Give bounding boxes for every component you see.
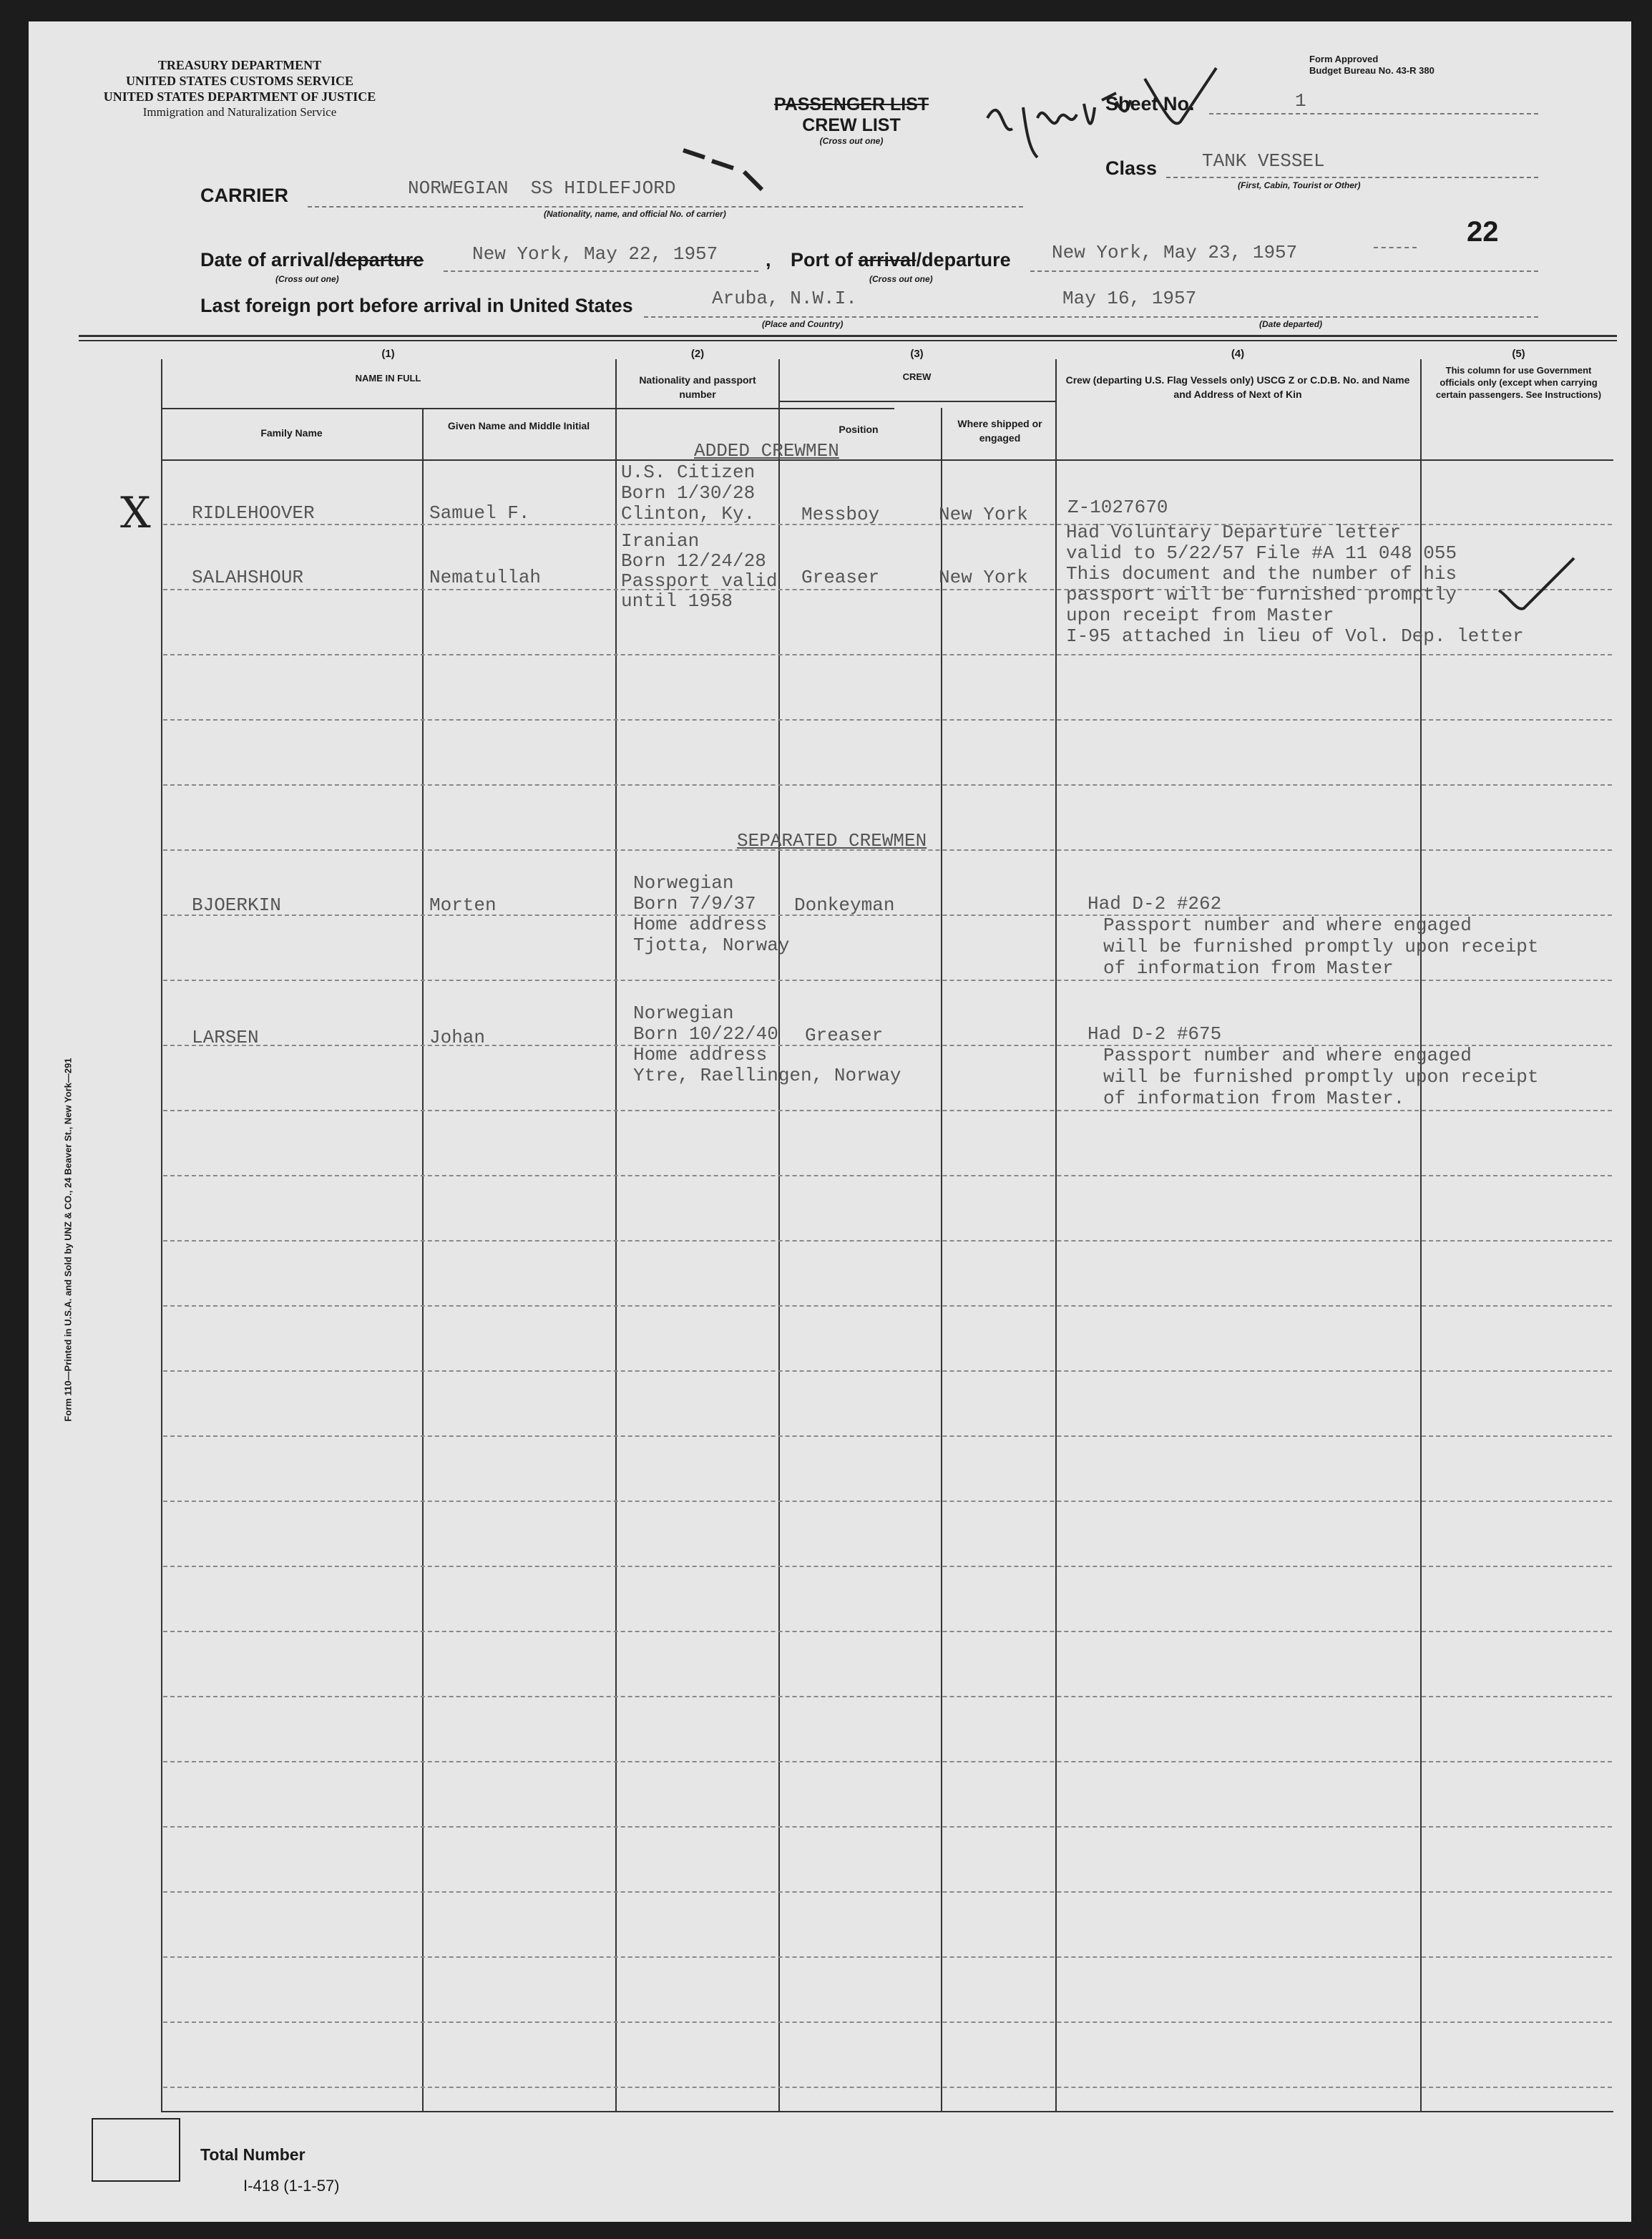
date-departed-note: (Date departed) bbox=[1259, 319, 1323, 329]
check-mark-icon bbox=[1495, 551, 1581, 615]
row3-family: BJOERKIN bbox=[192, 894, 281, 916]
total-number-box[interactable] bbox=[92, 2118, 180, 2182]
row1-nationality: U.S. Citizen Born 1/30/28 Clinton, Ky. bbox=[621, 462, 756, 525]
crew-list-title: CREW LIST bbox=[802, 115, 901, 135]
sheet-label: Sheet No. bbox=[1105, 93, 1195, 114]
col5-header: (5) This column for use Government officials only (except when carrying certain passengers. See Instructions) bbox=[1435, 348, 1602, 400]
row-line bbox=[163, 980, 1612, 981]
col-position: Position bbox=[839, 424, 879, 435]
row-line bbox=[163, 1175, 1612, 1176]
row4-position: Greaser bbox=[805, 1025, 884, 1046]
list-note: (Cross out one) bbox=[819, 136, 884, 146]
page-number: 22 bbox=[1467, 216, 1499, 248]
port-note: (Cross out one) bbox=[869, 274, 933, 284]
date-arrival-value: New York, May 22, 1957 bbox=[472, 243, 718, 265]
class-label: Class bbox=[1105, 157, 1158, 179]
date-arrival-note: (Cross out one) bbox=[275, 274, 339, 284]
row-line bbox=[163, 1761, 1612, 1762]
date-arrival-label: Date of arrival/departure bbox=[200, 249, 424, 270]
carrier-value: NORWEGIAN SS HIDLEFJORD bbox=[408, 177, 676, 199]
form-approved bbox=[1309, 54, 1434, 77]
row-line bbox=[163, 1501, 1612, 1502]
budget-bureau: Budget Bureau No. 43-R 380 bbox=[1309, 65, 1434, 76]
col2-header: (2) Nationality and passport number bbox=[639, 348, 756, 400]
form-number: I-418 (1-1-57) bbox=[243, 2177, 340, 2195]
row4-col4: Had D-2 #675 Passport number and where engaged will be furnished promptly upon receipt of information from Master. bbox=[1088, 1023, 1539, 1109]
total-number-label: Total Number bbox=[200, 2145, 306, 2164]
date-departed-value: May 16, 1957 bbox=[1062, 288, 1197, 309]
passenger-list-crossed: PASSENGER LIST bbox=[773, 94, 929, 114]
agency-line-3: UNITED STATES DEPARTMENT OF JUSTICE bbox=[103, 89, 376, 104]
class-note: (First, Cabin, Tourist or Other) bbox=[1238, 180, 1361, 190]
row2-position: Greaser bbox=[801, 567, 880, 588]
agency-line-4: Immigration and Naturalization Service bbox=[142, 105, 337, 119]
separated-crewmen-heading: SEPARATED CREWMEN bbox=[737, 830, 927, 852]
row1-given: Samuel F. bbox=[429, 502, 530, 524]
col-given-name: Given Name and Middle Initial bbox=[447, 420, 590, 431]
class-value: TANK VESSEL bbox=[1202, 150, 1325, 172]
row4-nationality: Norwegian Born 10/22/40 Home address Ytre, Raellingen, Norway bbox=[633, 1003, 901, 1086]
pen-mark bbox=[676, 136, 776, 193]
sheet-value: 1 bbox=[1295, 90, 1306, 112]
agency-line-2: UNITED STATES CUSTOMS SERVICE bbox=[126, 74, 353, 88]
side-printer-text: Form 110—Printed in U.S.A. and Sold by UNZ & CO., 24 Beaver St., New York—291 bbox=[62, 1058, 74, 1422]
row2-where: New York bbox=[939, 567, 1028, 588]
row1-where: New York bbox=[939, 504, 1028, 525]
col-where-shipped: Where shipped or engaged bbox=[957, 418, 1042, 444]
row3-nationality: Norwegian Born 7/9/37 Home address Tjotta, Norway bbox=[633, 872, 790, 956]
row-line bbox=[163, 1370, 1612, 1372]
x-mark: X bbox=[120, 488, 151, 538]
row1-family: RIDLEHOOVER bbox=[192, 502, 315, 524]
row-line bbox=[163, 1566, 1612, 1567]
port-value: New York, May 23, 1957 bbox=[1052, 242, 1298, 263]
row3-given: Morten bbox=[429, 894, 497, 916]
row2-family: SALAHSHOUR bbox=[192, 567, 304, 588]
row4-family: LARSEN bbox=[192, 1027, 259, 1048]
col-family-name: Family Name bbox=[260, 427, 323, 439]
row-line bbox=[163, 1956, 1612, 1958]
row-line bbox=[163, 1891, 1612, 1893]
agency-line-1: TREASURY DEPARTMENT bbox=[157, 58, 322, 72]
row2-given: Nematullah bbox=[429, 567, 542, 588]
row2-col4: Had Voluntary Departure letter valid to 5/22/57 File #A 11 048 055 This document and the number of his passport will be furnished promptly upon receipt from Master I-95 attached in lieu of Vol. Dep. letter bbox=[1066, 522, 1524, 647]
carrier-label: CARRIER bbox=[200, 185, 289, 206]
form-approved-label: Form Approved bbox=[1309, 54, 1379, 64]
row-line bbox=[163, 1826, 1612, 1828]
row1-position: Messboy bbox=[801, 504, 880, 525]
crew-list-form: TREASURY DEPARTMENT UNITED STATES CUSTOMS SERVICE UNITED STATES DEPARTMENT OF JUSTICE Immigration and Naturalization Service PASSENGER LIST CREW LIST (Cross out one) Form Approved Budget Bureau No. 43-R 380 Sheet No. 1 Class TANK VESSEL (First, Cabin, Tourist or Other) 22 CARRIER NORWEGIAN SS HIDLEFJORD (Nationality, name, and official No. of carrier) Date of arrival/departure New York, May 22, 1957 (Cross out one) , Port of arrival/departure New York, May 23, 1957 (Cross out one) Last foreign port before arrival in United States Aruba, N.W.I. (Place and Country) May 16, 1957 (Date departed) (1) NAME IN FULL Family Name Given Name and Middle Initial (2) Nationality and passport number (3) CREW Position Where shipped or engaged (4) Crew (departing U.S. Flag Vessels only) USCG Z or C.D.B. No. and Name and Address of Next of Kin (5) This column for use Government officials only (except when carrying certain passengers. See Instructions) ADDED CREWMEN SEPARATED CREWMEN RIDLEHOOVER Samuel F. U.S. Citizen Born 1/30/28 Clinton, Ky. Messboy New York Z-1027670 SALAHSHOUR Nematullah Iranian Born 12/24/28 Passport valid until 1958 Greaser New York Had Voluntary Departure letter valid to 5/22/57 File #A 11 048 055 This document and the number of his passport will be furnished promptly upon receipt from Master I-95 attached in lieu of Vol. Dep. letter BJOERKIN Morten Norwegian Born 7/9/37 Home address Tjotta, Norway Donkeyman Had D-2 #262 Passport number and where engaged will be furnished promptly upon receipt of information from Master LARSEN Johan Norwegian Born 10/22/40 Home address Ytre, Raellingen, Norway Greaser Had D-2 #675 Passport number and where engaged will be furnished promptly upon receipt of information from Master. X Form 110—Printed in U.S.A. and Sold by UNZ & CO., 24 Beaver St., New York—291 Total Number I-418 (1-1-57) bbox=[29, 21, 1631, 2222]
row-line bbox=[163, 2087, 1612, 2088]
carrier-note: (Nationality, name, and official No. of carrier) bbox=[544, 209, 726, 219]
last-port-note: (Place and Country) bbox=[762, 319, 844, 329]
row-line bbox=[163, 1696, 1612, 1697]
col4-header: (4) Crew (departing U.S. Flag Vessels only) USCG Z or C.D.B. No. and Name and Address of Next of Kin bbox=[1065, 348, 1410, 400]
col3-header: (3) CREW bbox=[902, 348, 932, 382]
row-line bbox=[163, 1631, 1612, 1632]
row3-position: Donkeyman bbox=[794, 894, 895, 916]
row-line bbox=[163, 1240, 1612, 1242]
last-port-label: Last foreign port before arrival in United States bbox=[200, 295, 633, 316]
row-line bbox=[163, 719, 1612, 721]
row1-col4: Z-1027670 bbox=[1067, 497, 1168, 518]
row2-nationality: Iranian Born 12/24/28 Passport valid until 1958 bbox=[621, 530, 778, 612]
agency-header bbox=[72, 57, 408, 120]
row4-given: Johan bbox=[429, 1027, 486, 1048]
port-label: Port of arrival/departure bbox=[791, 249, 1011, 270]
col1-header: (1) NAME IN FULL bbox=[355, 348, 421, 384]
added-crewmen-heading: ADDED CREWMEN bbox=[694, 440, 839, 462]
list-type bbox=[758, 94, 944, 146]
row-line bbox=[163, 1435, 1612, 1437]
row-line bbox=[163, 1110, 1612, 1111]
row-line bbox=[163, 654, 1612, 655]
row-line bbox=[163, 784, 1612, 786]
row-line bbox=[163, 2021, 1612, 2023]
row-line bbox=[163, 1305, 1612, 1307]
row3-col4: Had D-2 #262 Passport number and where engaged will be furnished promptly upon receipt of information from Master bbox=[1088, 893, 1539, 979]
last-port-value: Aruba, N.W.I. bbox=[712, 288, 857, 309]
